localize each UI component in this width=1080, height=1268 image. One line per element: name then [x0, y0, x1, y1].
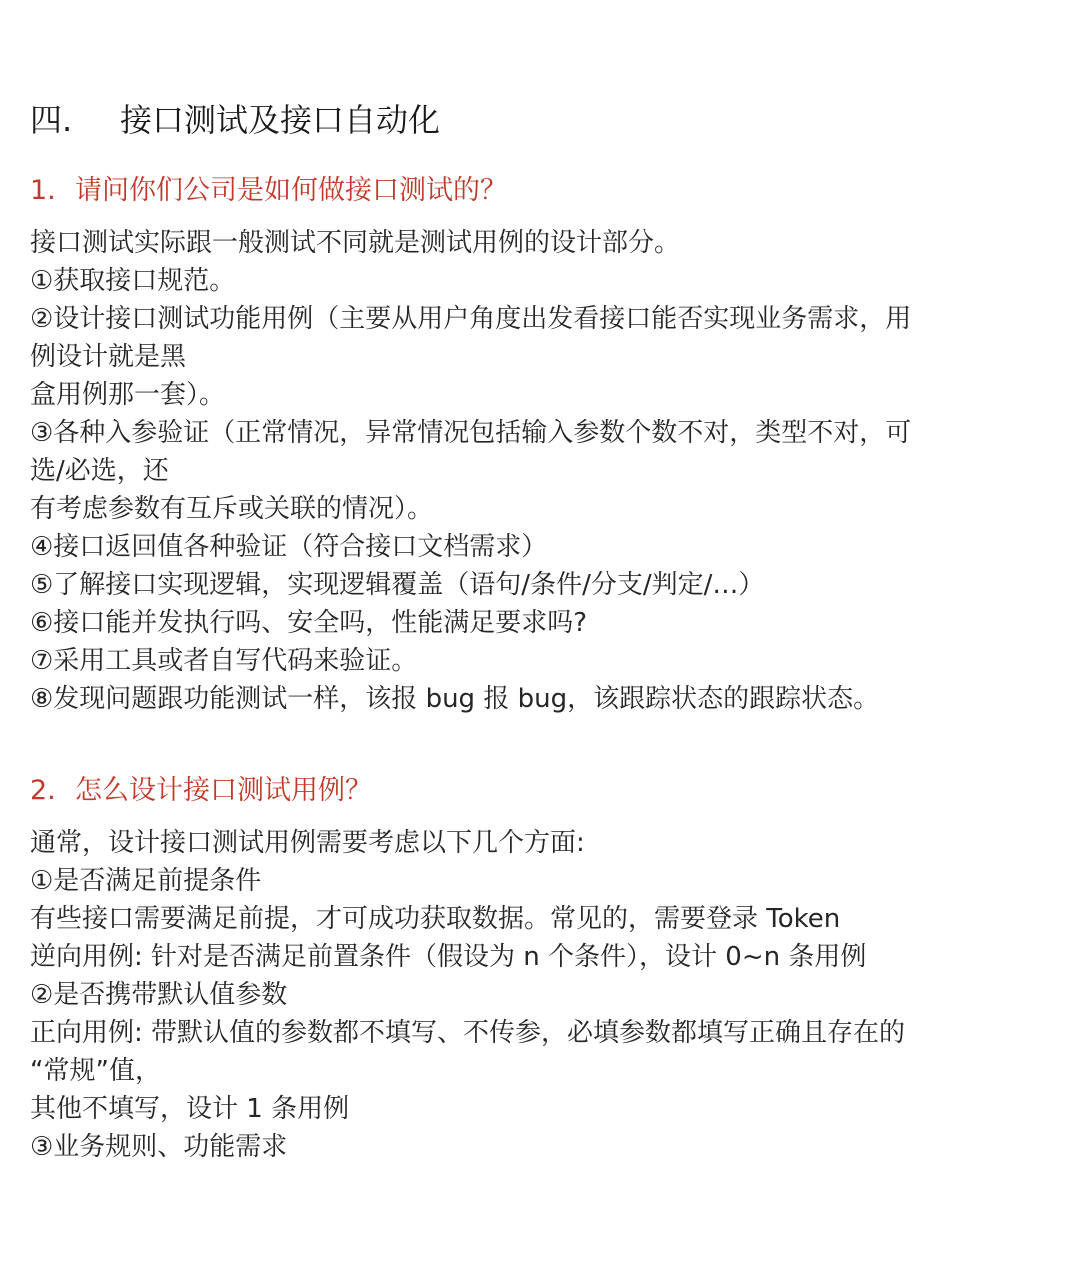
chapter-title — [30, 98, 440, 142]
section-1-line: ⑦采用工具或者自写代码来验证。 — [30, 646, 418, 676]
chapter-heading: 接口测试及接口自动化 — [120, 101, 441, 139]
section-2-line: 正向用例: 带默认值的参数都不填写、不传参，必填参数都填写正确且存在的 — [30, 1018, 906, 1048]
section-2-line: ③业务规则、功能需求 — [30, 1132, 288, 1162]
section-1-heading-text: 请问你们公司是如何做接口测试的？ — [75, 175, 507, 206]
section-1-line: 有考虑参数有互斥或关联的情况）。 — [30, 494, 434, 524]
section-1-line: 盒用例那一套）。 — [30, 380, 226, 410]
section-1-line: ⑧发现问题跟功能测试一样，该报 bug 报 bug，该跟踪状态的跟踪状态。 — [30, 684, 880, 714]
section-1-line: ⑥接口能并发执行吗、安全吗，性能满足要求吗? — [30, 608, 588, 638]
section-2-line: 逆向用例: 针对是否满足前置条件（假设为 n 个条件），设计 0~n 条用例 — [30, 942, 867, 972]
section-1-heading — [30, 172, 507, 210]
section-2-body — [30, 824, 1050, 1166]
section-2-line: 有些接口需要满足前提，才可成功获取数据。常见的，需要登录 Token — [30, 904, 841, 934]
section-1-line: ④接口返回值各种验证（符合接口文档需求） — [30, 532, 548, 562]
section-1-line: ①获取接口规范。 — [30, 266, 236, 296]
section-1-line: 接口测试实际跟一般测试不同就是测试用例的设计部分。 — [30, 228, 681, 258]
section-1-line: ③各种入参验证（正常情况，异常情况包括输入参数个数不对，类型不对，可 — [30, 418, 912, 448]
section-2-index: 2. — [30, 775, 56, 806]
section-2-heading-text: 怎么设计接口测试用例？ — [75, 775, 372, 806]
section-2-line: 其他不填写，设计 1 条用例 — [30, 1094, 350, 1124]
section-2-line: ①是否满足前提条件 — [30, 866, 262, 896]
section-1-body — [30, 224, 1050, 718]
chapter-number: 四. — [30, 101, 73, 139]
section-1-line: ②设计接口测试功能用例（主要从用户角度出发看接口能否实现业务需求，用 — [30, 304, 912, 334]
section-1-line: 例设计就是黑 — [30, 342, 187, 372]
section-1-line: 选/必选，还 — [30, 456, 169, 486]
section-2-line: ②是否携带默认值参数 — [30, 980, 288, 1010]
section-1-line: ⑤了解接口实现逻辑，实现逻辑覆盖（语句/条件/分支/判定/…） — [30, 570, 765, 600]
section-2-heading — [30, 772, 372, 810]
section-1-index: 1. — [30, 175, 56, 206]
section-2-line: “常规”值， — [30, 1056, 161, 1086]
section-2-line: 通常，设计接口测试用例需要考虑以下几个方面: — [30, 828, 585, 858]
